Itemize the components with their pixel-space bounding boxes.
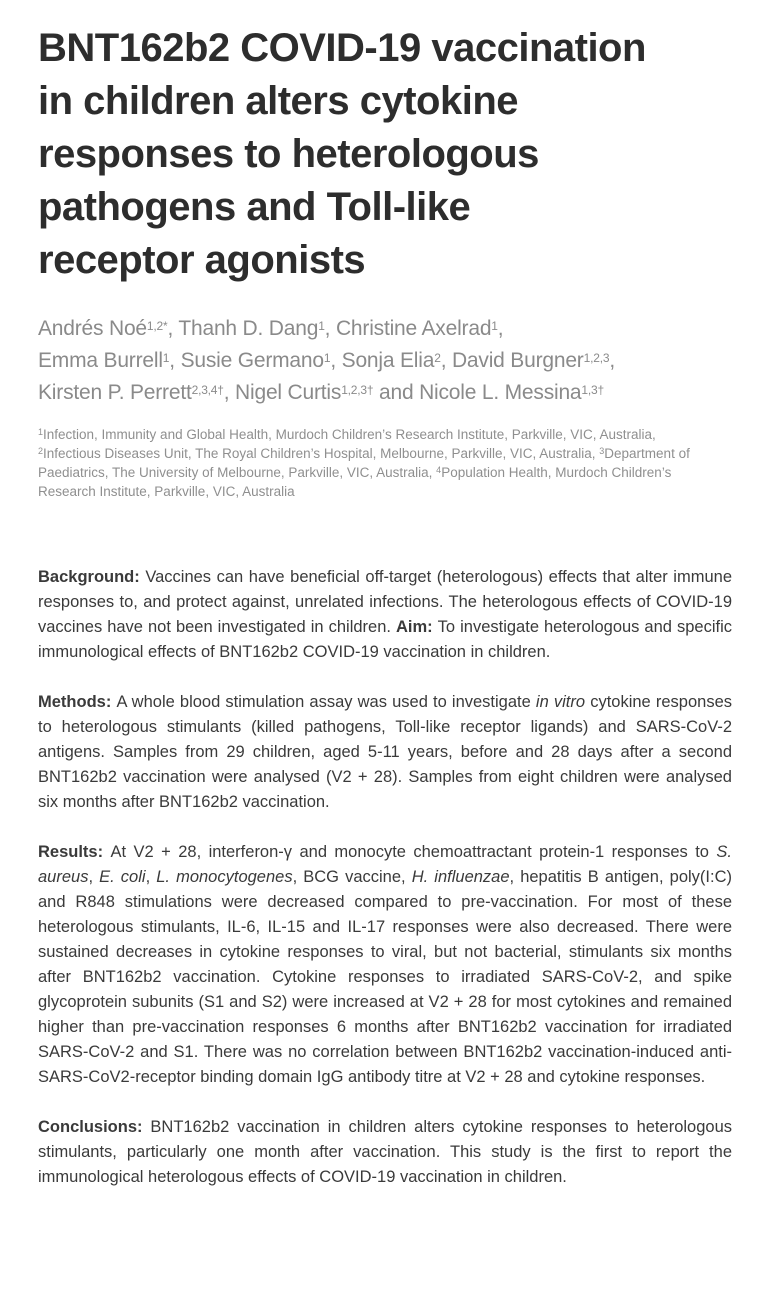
author-line bbox=[38, 313, 732, 345]
author-separator: , bbox=[324, 317, 336, 340]
affiliation-superscript: 3 bbox=[599, 446, 605, 457]
affiliation-superscript: 4 bbox=[436, 465, 442, 476]
title-line: responses to heterologous bbox=[38, 132, 539, 176]
author-name: Nicole L. Messina bbox=[419, 381, 582, 404]
affiliation-text: Department of Paediatrics, The University of Melbourne, Parkville, VIC, Australia, bbox=[38, 446, 690, 480]
paper-title bbox=[38, 22, 732, 287]
author-separator: , bbox=[440, 349, 452, 372]
paragraph-text: , BCG vaccine, bbox=[292, 868, 412, 886]
author-superscript: 1,2,3 bbox=[583, 350, 610, 365]
abstract-paragraph-background-aim bbox=[38, 565, 732, 665]
author-separator: , bbox=[167, 317, 179, 340]
author-superscript: 1,2,3† bbox=[341, 382, 374, 397]
title-line: pathogens and Toll-like bbox=[38, 185, 471, 229]
paragraph-text: Vaccines can have beneficial off-target (heterologous) effects that alter immune responses to, and protect against, unrelated infections. The heterologous effects of COVID-19 vaccines have not been investigated in children. bbox=[38, 568, 732, 636]
paragraph-text: , bbox=[145, 868, 157, 886]
italic-text: H. influenzae bbox=[411, 868, 510, 886]
author-superscript: 1,3† bbox=[581, 382, 604, 397]
title-line: BNT162b2 COVID-19 vaccination bbox=[38, 26, 646, 70]
author-separator: , bbox=[609, 349, 615, 372]
author-separator: , bbox=[169, 349, 181, 372]
author-superscript: 1 bbox=[491, 318, 498, 333]
author-superscript: 1 bbox=[162, 350, 170, 365]
section-heading: Results: bbox=[38, 843, 111, 861]
author-superscript: 1,2* bbox=[146, 318, 168, 333]
paragraph-text: BNT162b2 vaccination in children alters cytokine responses to heterologous stimulants, particularly one month after vaccination. This study is the first to report the immunological heterologous effects of COVID-19 vaccination in children. bbox=[38, 1118, 732, 1186]
author-superscript: 1 bbox=[323, 350, 331, 365]
author-name: Susie Germano bbox=[180, 349, 324, 372]
affiliation-superscript: 1 bbox=[38, 427, 44, 438]
italic-text: in vitro bbox=[535, 693, 586, 711]
paragraph-text: cytokine responses to heterologous stimulants (killed pathogens, Toll-like receptor ligands) and SARS-CoV-2 antigens. Samples from 29 children, aged 5-11 years, before and 28 days after a second BNT162b2 vaccination were analysed (V2 + 28). Samples from eight children were analysed six months after BNT162b2 vaccination. bbox=[38, 693, 732, 811]
paragraph-text: To investigate heterologous and specific immunological effects of BNT162b2 COVID-19 vaccination in children. bbox=[38, 618, 732, 661]
abstract-paragraph-results bbox=[38, 840, 732, 1090]
affiliation-text: Infection, Immunity and Global Health, Murdoch Children’s Research Institute, Parkville, VIC, Australia, bbox=[43, 427, 656, 442]
section-heading: Methods: bbox=[38, 693, 117, 711]
section-heading: Conclusions: bbox=[38, 1118, 151, 1136]
author-list bbox=[38, 313, 732, 409]
author-separator: , bbox=[330, 349, 342, 372]
author-name: Sonja Elia bbox=[341, 349, 435, 372]
author-superscript: 2 bbox=[434, 350, 441, 365]
affiliation-superscript: 2 bbox=[38, 446, 44, 457]
author-line bbox=[38, 345, 732, 377]
title-line: receptor agonists bbox=[38, 238, 366, 282]
affiliation-text: Infectious Diseases Unit, The Royal Children’s Hospital, Melbourne, Parkville, VIC, Australia, bbox=[43, 446, 600, 461]
section-heading: Background: bbox=[38, 568, 146, 586]
affiliation-text: Population Health, Murdoch Children’s Research Institute, Parkville, VIC, Australia bbox=[38, 465, 672, 499]
abstract-paragraph-methods bbox=[38, 690, 732, 815]
author-name: Christine Axelrad bbox=[335, 317, 492, 340]
author-name: Thanh D. Dang bbox=[178, 317, 319, 340]
author-name: David Burgner bbox=[451, 349, 584, 372]
author-name: Emma Burrell bbox=[38, 349, 163, 372]
author-superscript: 2,3,4† bbox=[191, 382, 224, 397]
author-separator: , bbox=[497, 317, 504, 340]
author-separator: , bbox=[223, 381, 236, 404]
author-name: Kirsten P. Perrett bbox=[38, 381, 192, 404]
abstract-paragraph-conclusions bbox=[38, 1115, 732, 1190]
affiliation-list bbox=[38, 425, 690, 501]
paragraph-text: , hepatitis B antigen, poly(I:C) and R848 stimulations were decreased compared to pre-vaccination. For most of these heterologous stimulants, IL-6, IL-15 and IL-17 responses were also decreased. There were sustained decreases in cytokine responses to viral, but not bacterial, stimulants six months after BNT162b2 vaccination. Cytokine responses to irradiated SARS-CoV-2, and spike glycoprotein subunits (S1 and S2) were increased at V2 + 28 for most cytokines and remained higher than pre-vaccination responses 6 months after BNT162b2 vaccination for irradiated SARS-CoV-2 and S1. There was no correlation between BNT162b2 vaccination-induced anti-SARS-CoV2-receptor binding domain IgG antibody titre at V2 + 28 and cytokine responses. bbox=[38, 868, 732, 1086]
author-separator: and bbox=[373, 381, 420, 404]
title-line: in children alters cytokine bbox=[38, 79, 518, 123]
paragraph-text: At V2 + 28, interferon-γ and monocyte chemoattractant protein-1 responses to bbox=[110, 843, 717, 861]
author-superscript: 1 bbox=[318, 318, 325, 333]
italic-text: S. aureus bbox=[38, 843, 732, 886]
italic-text: E. coli bbox=[99, 868, 146, 886]
paragraph-text: A whole blood stimulation assay was used to investigate bbox=[116, 693, 536, 711]
abstract bbox=[38, 565, 732, 1190]
author-line bbox=[38, 377, 732, 409]
section-heading: Aim: bbox=[395, 618, 438, 636]
paragraph-text: , bbox=[88, 868, 100, 886]
author-name: Andrés Noé bbox=[38, 317, 147, 340]
author-name: Nigel Curtis bbox=[235, 381, 342, 404]
italic-text: L. monocytogenes bbox=[156, 868, 293, 886]
